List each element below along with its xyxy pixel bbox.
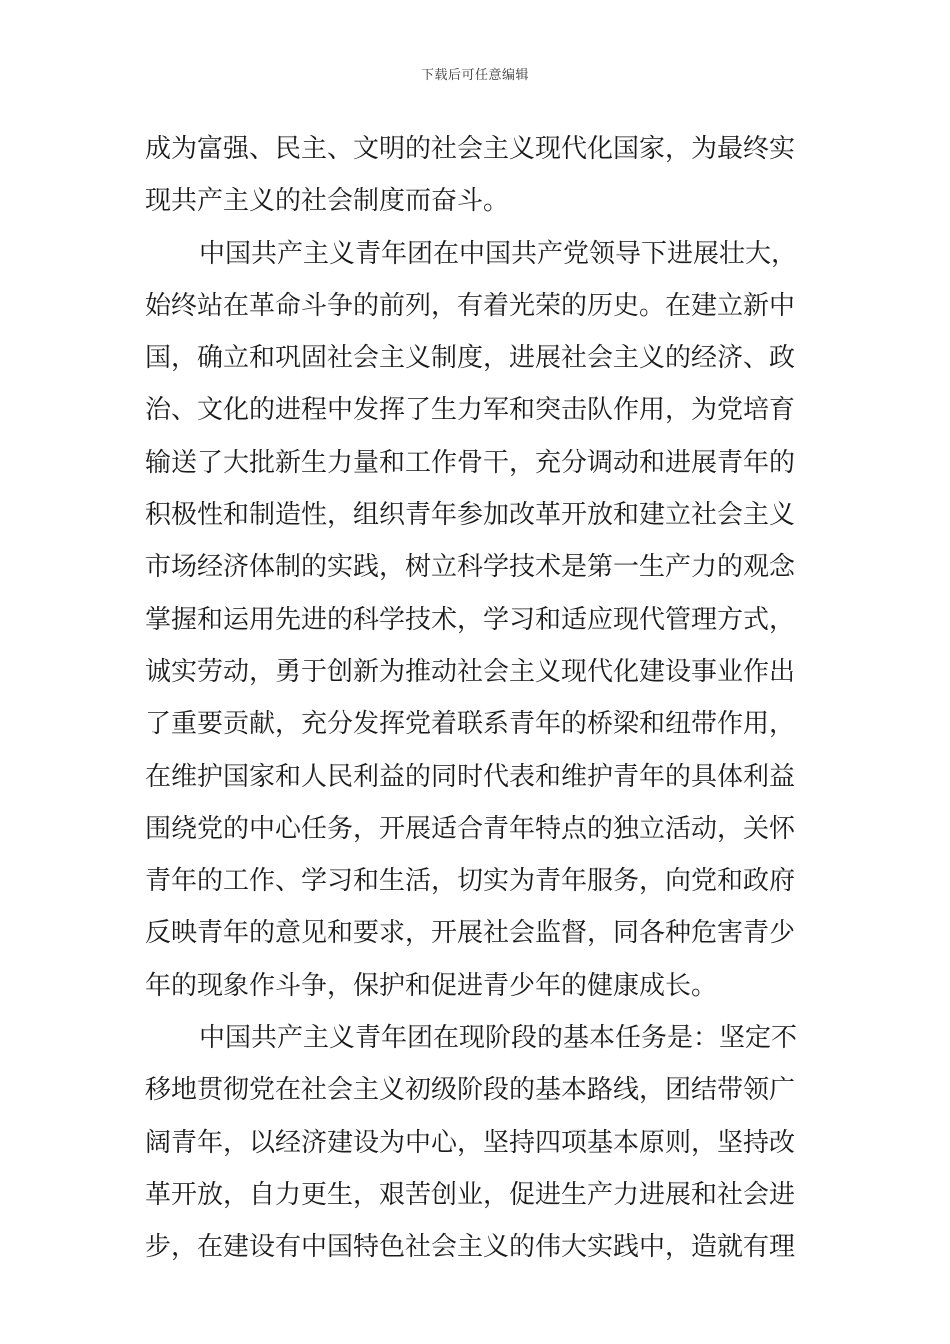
text-line: 围绕党的中心任务，开展适合青年特点的独立活动，关怀 bbox=[145, 813, 796, 844]
body-text bbox=[145, 123, 810, 1274]
text-line: 中国共产主义青年团在中国共产党领导下进展壮大， bbox=[199, 238, 798, 269]
text-line: 国，确立和巩固社会主义制度，进展社会主义的经济、政 bbox=[145, 343, 796, 374]
text-line: 成为富强、民主、文明的社会主义现代化国家，为最终实 bbox=[145, 134, 796, 164]
text-line: 移地贯彻党在社会主义初级阶段的基本路线，团结带领广 bbox=[145, 1075, 796, 1106]
text-line: 中国共产主义青年团在现阶段的基本任务是：坚定不 bbox=[199, 1023, 798, 1054]
text-line: 市场经济体制的实践，树立科学技术是第一生产力的观念 bbox=[145, 552, 796, 583]
text-line: 阔青年，以经济建设为中心，坚持四项基本原则，坚持改 bbox=[145, 1127, 796, 1158]
text-line: 诚实劳动，勇于创新为推动社会主义现代化建设事业作出 bbox=[145, 656, 796, 687]
text-line: 现共产主义的社会制度而奋斗。 bbox=[145, 186, 510, 217]
text-line: 革开放，自力更生，艰苦创业，促进生产力进展和社会进 bbox=[145, 1179, 796, 1210]
text-line: 在维护国家和人民利益的同时代表和维护青年的具体利益 bbox=[145, 761, 796, 792]
text-line: 年的现象作斗争，保护和促进青少年的健康成长。 bbox=[145, 970, 718, 1001]
text-line: 始终站在革命斗争的前列，有着光荣的历史。在建立新中 bbox=[145, 290, 796, 321]
text-line: 掌握和运用先进的科学技术，学习和适应现代管理方式， bbox=[145, 604, 796, 635]
text-line: 了重要贡献，充分发挥党着联系青年的桥梁和纽带作用， bbox=[145, 709, 796, 740]
text-line: 治、文化的进程中发挥了生力军和突击队作用，为党培育 bbox=[145, 395, 796, 426]
text-line: 输送了大批新生力量和工作骨干，充分调动和进展青年的 bbox=[145, 447, 796, 478]
header-note: 下载后可任意编辑 bbox=[420, 68, 529, 83]
text-line: 青年的工作、学习和生活，切实为青年服务，向党和政府 bbox=[145, 866, 796, 897]
text-line: 步，在建设有中国特色社会主义的伟大实践中，造就有理 bbox=[145, 1232, 796, 1263]
text-line: 积极性和制造性，组织青年参加改革开放和建立社会主义 bbox=[145, 500, 796, 531]
text-line: 反映青年的意见和要求，开展社会监督，同各种危害青少 bbox=[145, 918, 796, 949]
